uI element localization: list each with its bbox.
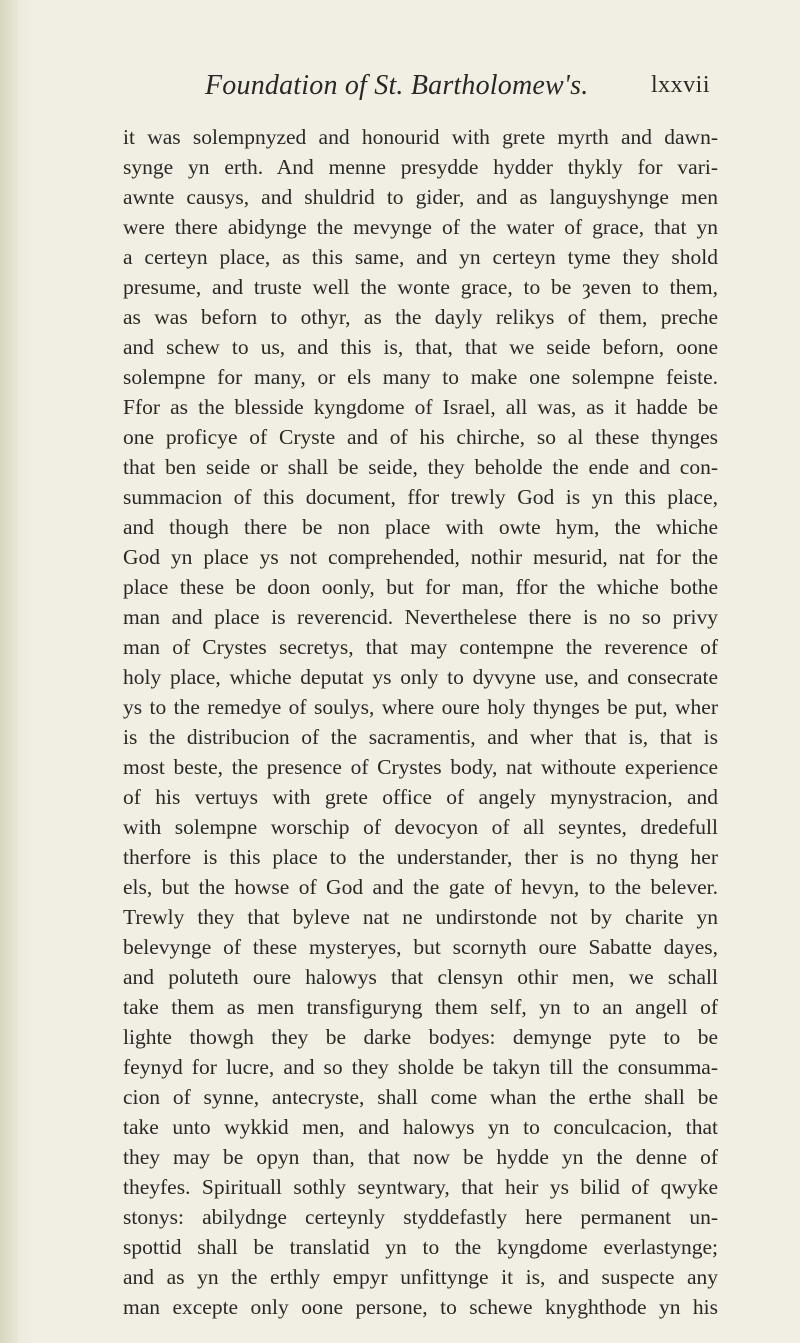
text-line: most beste, the presence of Crystes body, nat withoute experience [123, 755, 718, 779]
text-line: man and place is reverencid. Neverthelese there is no so privy [123, 605, 718, 629]
text-line: is the distribucion of the sacramentis, and wher that is, that is [123, 725, 718, 749]
text-line: that ben seide or shall be seide, they beholde the ende and con- [123, 455, 718, 479]
text-line: lighte thowgh they be darke bodyes: demynge pyte to be [123, 1025, 718, 1049]
text-line: they may be opyn than, that now be hydde yn the denne of [123, 1145, 718, 1169]
text-line: man excepte only oone persone, to schewe knyghthode yn his [123, 1295, 718, 1319]
text-line: theyfes. Spirituall sothly seyntwary, that heir ys bilid of qwyke [123, 1175, 718, 1199]
running-title: Foundation of St. Bartholomew's. [205, 70, 589, 101]
text-line: therfore is this place to the understander, ther is no thyng her [123, 845, 718, 869]
text-line: belevynge of these mysteryes, but scornyth oure Sabatte dayes, [123, 935, 718, 959]
text-line: Trewly they that byleve nat ne undirstonde not by charite yn [123, 905, 718, 929]
text-line: solempne for many, or els many to make one solempne feiste. [123, 365, 718, 389]
text-line: synge yn erth. And menne presydde hydder thykly for vari- [123, 155, 718, 179]
text-line: els, but the howse of God and the gate of hevyn, to the belever. [123, 875, 718, 899]
text-line: one proficye of Cryste and of his chirche, so al these thynges [123, 425, 718, 449]
text-line: take unto wykkid men, and halowys yn to conculcacion, that [123, 1115, 718, 1139]
page-gutter [0, 0, 18, 1343]
text-line: ys to the remedye of soulys, where oure holy thynges be put, wher [123, 695, 718, 719]
text-line: awnte causys, and shuldrid to gider, and as languyshynge men [123, 185, 718, 209]
text-line: holy place, whiche deputat ys only to dyvyne use, and consecrate [123, 665, 718, 689]
text-line: place these be doon oonly, but for man, ffor the whiche bothe [123, 575, 718, 599]
text-line: take them as men transfiguryng them self, yn to an angell of [123, 995, 718, 1019]
text-line: feynyd for lucre, and so they sholde be takyn till the consumma- [123, 1055, 718, 1079]
text-line: cion of synne, antecryste, shall come whan the erthe shall be [123, 1085, 718, 1109]
text-line: stonys: abilydnge certeynly styddefastly here permanent un- [123, 1205, 718, 1229]
text-line: a certeyn place, as this same, and yn certeyn tyme they shold [123, 245, 718, 269]
text-line: of his vertuys with grete office of angely mynystracion, and [123, 785, 718, 809]
text-line: and as yn the erthly empyr unfittynge it is, and suspecte any [123, 1265, 718, 1289]
text-line: it was solempnyzed and honourid with grete myrth and dawn- [123, 125, 718, 149]
running-header [205, 70, 710, 110]
text-line: God yn place ys not comprehended, nothir mesurid, nat for the [123, 545, 718, 569]
text-line: as was beforn to othyr, as the dayly relikys of them, preche [123, 305, 718, 329]
text-line: summacion of this document, ffor trewly God is yn this place, [123, 485, 718, 509]
text-line: presume, and truste well the wonte grace, to be ȝeven to them, [123, 275, 718, 299]
text-line: with solempne worschip of devocyon of all seyntes, dredefull [123, 815, 718, 839]
text-line: and schew to us, and this is, that, that we seide beforn, oone [123, 335, 718, 359]
page-number: lxxvii [650, 72, 710, 98]
text-line: were there abidynge the mevynge of the water of grace, that yn [123, 215, 718, 239]
text-line: and though there be non place with owte hym, the whiche [123, 515, 718, 539]
text-line: and poluteth oure halowys that clensyn othir men, we schall [123, 965, 718, 989]
text-line: man of Crystes secretys, that may contempne the reverence of [123, 635, 718, 659]
text-line: Ffor as the blesside kyngdome of Israel, all was, as it hadde be [123, 395, 718, 419]
text-line: spottid shall be translatid yn to the kyngdome everlastynge; [123, 1235, 718, 1259]
